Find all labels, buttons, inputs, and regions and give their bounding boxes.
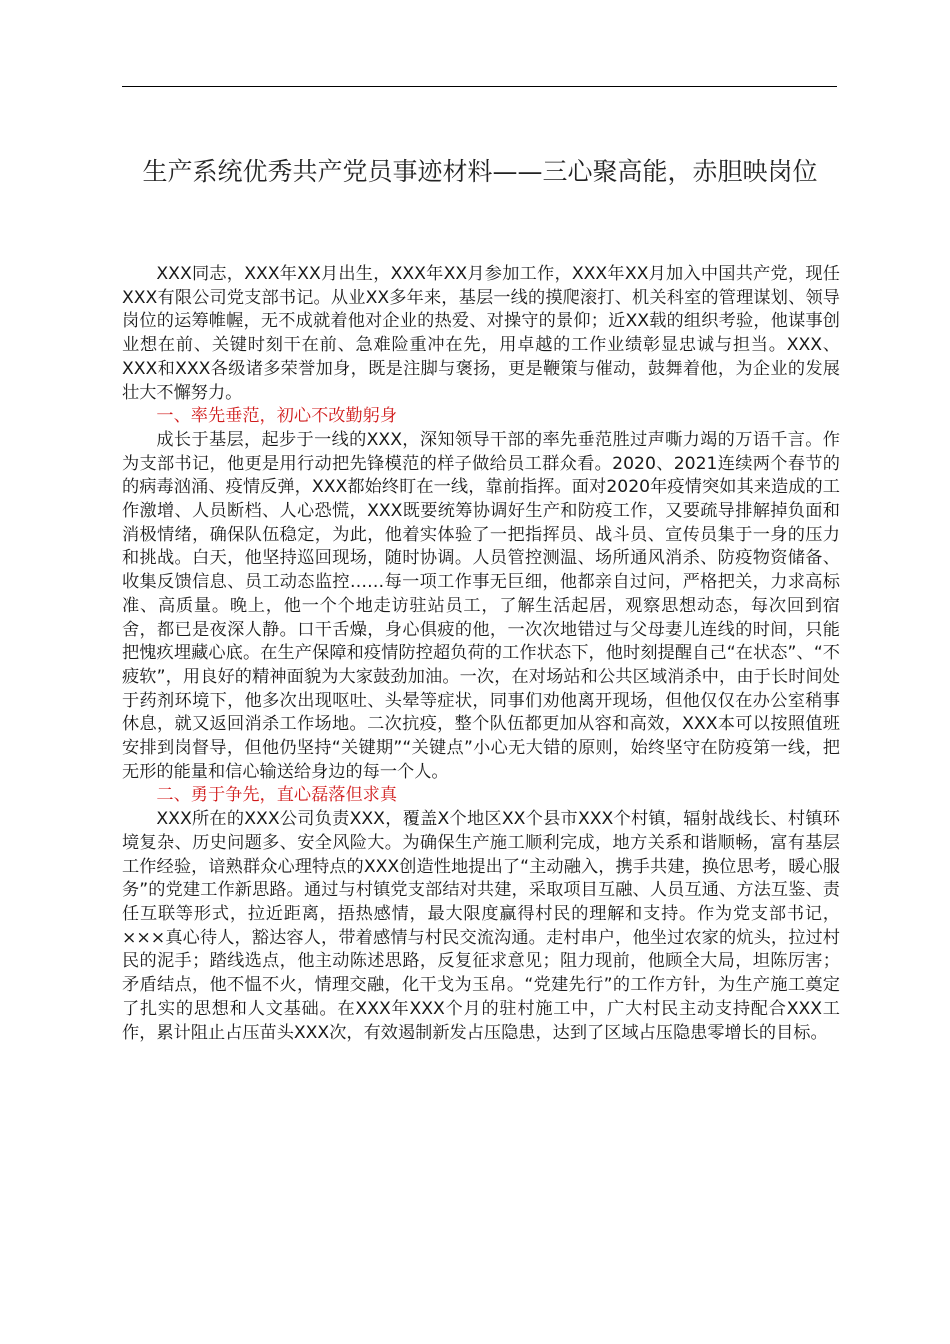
intro-paragraph: XXX同志，XXX年XX月出生，XXX年XX月参加工作，XXX年XX月加入中国共产党，现任XXX有限公司党支部书记。从业XX多年来，基层一线的摸爬滚打、机关科室的管理谋划、领导岗位的运筹帷幄，无不成就着他对企业的热爱、对操守的景仰；近XX载的组织考验，他谋事创业想在前、关键时刻干在前、急难险重冲在先，用卓越的工作业绩彰显忠诚与担当。XXX、XXX和XXX各级诸多荣誉加身，既是注脚与褒扬，更是鞭策与催动，鼓舞着他，为企业的发展壮大不懈努力。 bbox=[122, 264, 840, 403]
section-1-paragraph: 成长于基层，起步于一线的XXX，深知领导干部的率先垂范胜过声嘶力竭的万语千言。作为支部书记，他更是用行动把先锋模范的样子做给员工群众看。2020、2021连续两个春节的的病毒汹涌、疫情反弹，XXX都始终盯在一线，靠前指挥。面对2020年疫情突如其来造成的工作激增、人员断档、人心恐慌，XXX既要统筹协调好生产和防疫工作，又要疏导排解掉负面和消极情绪，确保队伍稳定，为此，他着实体验了一把指挥员、战斗员、宣传员集于一身的压力和挑战。白天，他坚持巡回现场，随时协调。人员管控测温、场所通风消杀、防疫物资储备、收集反馈信息、员工动态监控……每一项工作事无巨细，他都亲自过问，严格把关，力求高标准、高质量。晚上，他一个个地走访驻站员工，了解生活起居，观察思想动态，每次回到宿舍，都已是夜深人静。口干舌燥，身心俱疲的他，一次次地错过与父母妻儿连线的时间，只能把愧疚埋藏心底。在生产保障和疫情防控超负荷的工作状态下，他时刻提醒自己“在状态”、“不疲软”，用良好的精神面貌为大家鼓劲加油。一次，在对场站和公共区域消杀中，由于长时间处于药剂环境下，他多次出现呕吐、头晕等症状，同事们劝他离开现场，但他仅仅在办公室稍事休息，就又返回消杀工作场地。二次抗疫，整个队伍都更加从容和高效，XXX本可以按照值班安排到岗督导，但他仍坚持“关键期”“关键点”小心无大错的原则，始终坚守在防疫第一线，把无形的能量和信心输送给身边的每一个人。 bbox=[122, 429, 840, 782]
document-title: 生产系统优秀共产党员事迹材料——三心聚高能，赤胆映岗位 bbox=[142, 157, 818, 186]
section-2-heading: 二、勇于争先，直心磊落但求真 bbox=[156, 785, 398, 806]
header-rule bbox=[122, 86, 837, 87]
section-1-heading: 一、率先垂范，初心不改勤躬身 bbox=[156, 406, 398, 427]
document-body bbox=[122, 263, 840, 1045]
section-2-paragraph: XXX所在的XXX公司负责XXX，覆盖X个地区XX个县市XXX个村镇，辐射战线长、村镇环境复杂、历史问题多、安全风险大。为确保生产施工顺利完成，地方关系和谐顺畅，富有基层工作经验，谙熟群众心理特点的XXX创造性地提出了“主动融入，携手共建，换位思考，暖心服务”的党建工作新思路。通过与村镇党支部结对共建，采取项目互融、人员互通、方法互鉴、责任互联等形式，拉近距离，捂热感情，最大限度赢得村民的理解和支持。作为党支部书记，×××真心待人，豁达容人，带着感情与村民交流沟通。走村串户，他坐过农家的炕头，拉过村民的泥手；踏线选点，他主动陈述思路，反复征求意见；阻力现前，他顾全大局，坦陈厉害；矛盾结点，他不愠不火，情理交融，化干戈为玉帛。“党建先行”的工作方针，为生产施工奠定了扎实的思想和人文基础。在XXX年XXX个月的驻村施工中，广大村民主动支持配合XXX工作，累计阻止占压苗头XXX次，有效遏制新发占压隐患，达到了区域占压隐患零增长的目标。 bbox=[122, 809, 840, 1043]
